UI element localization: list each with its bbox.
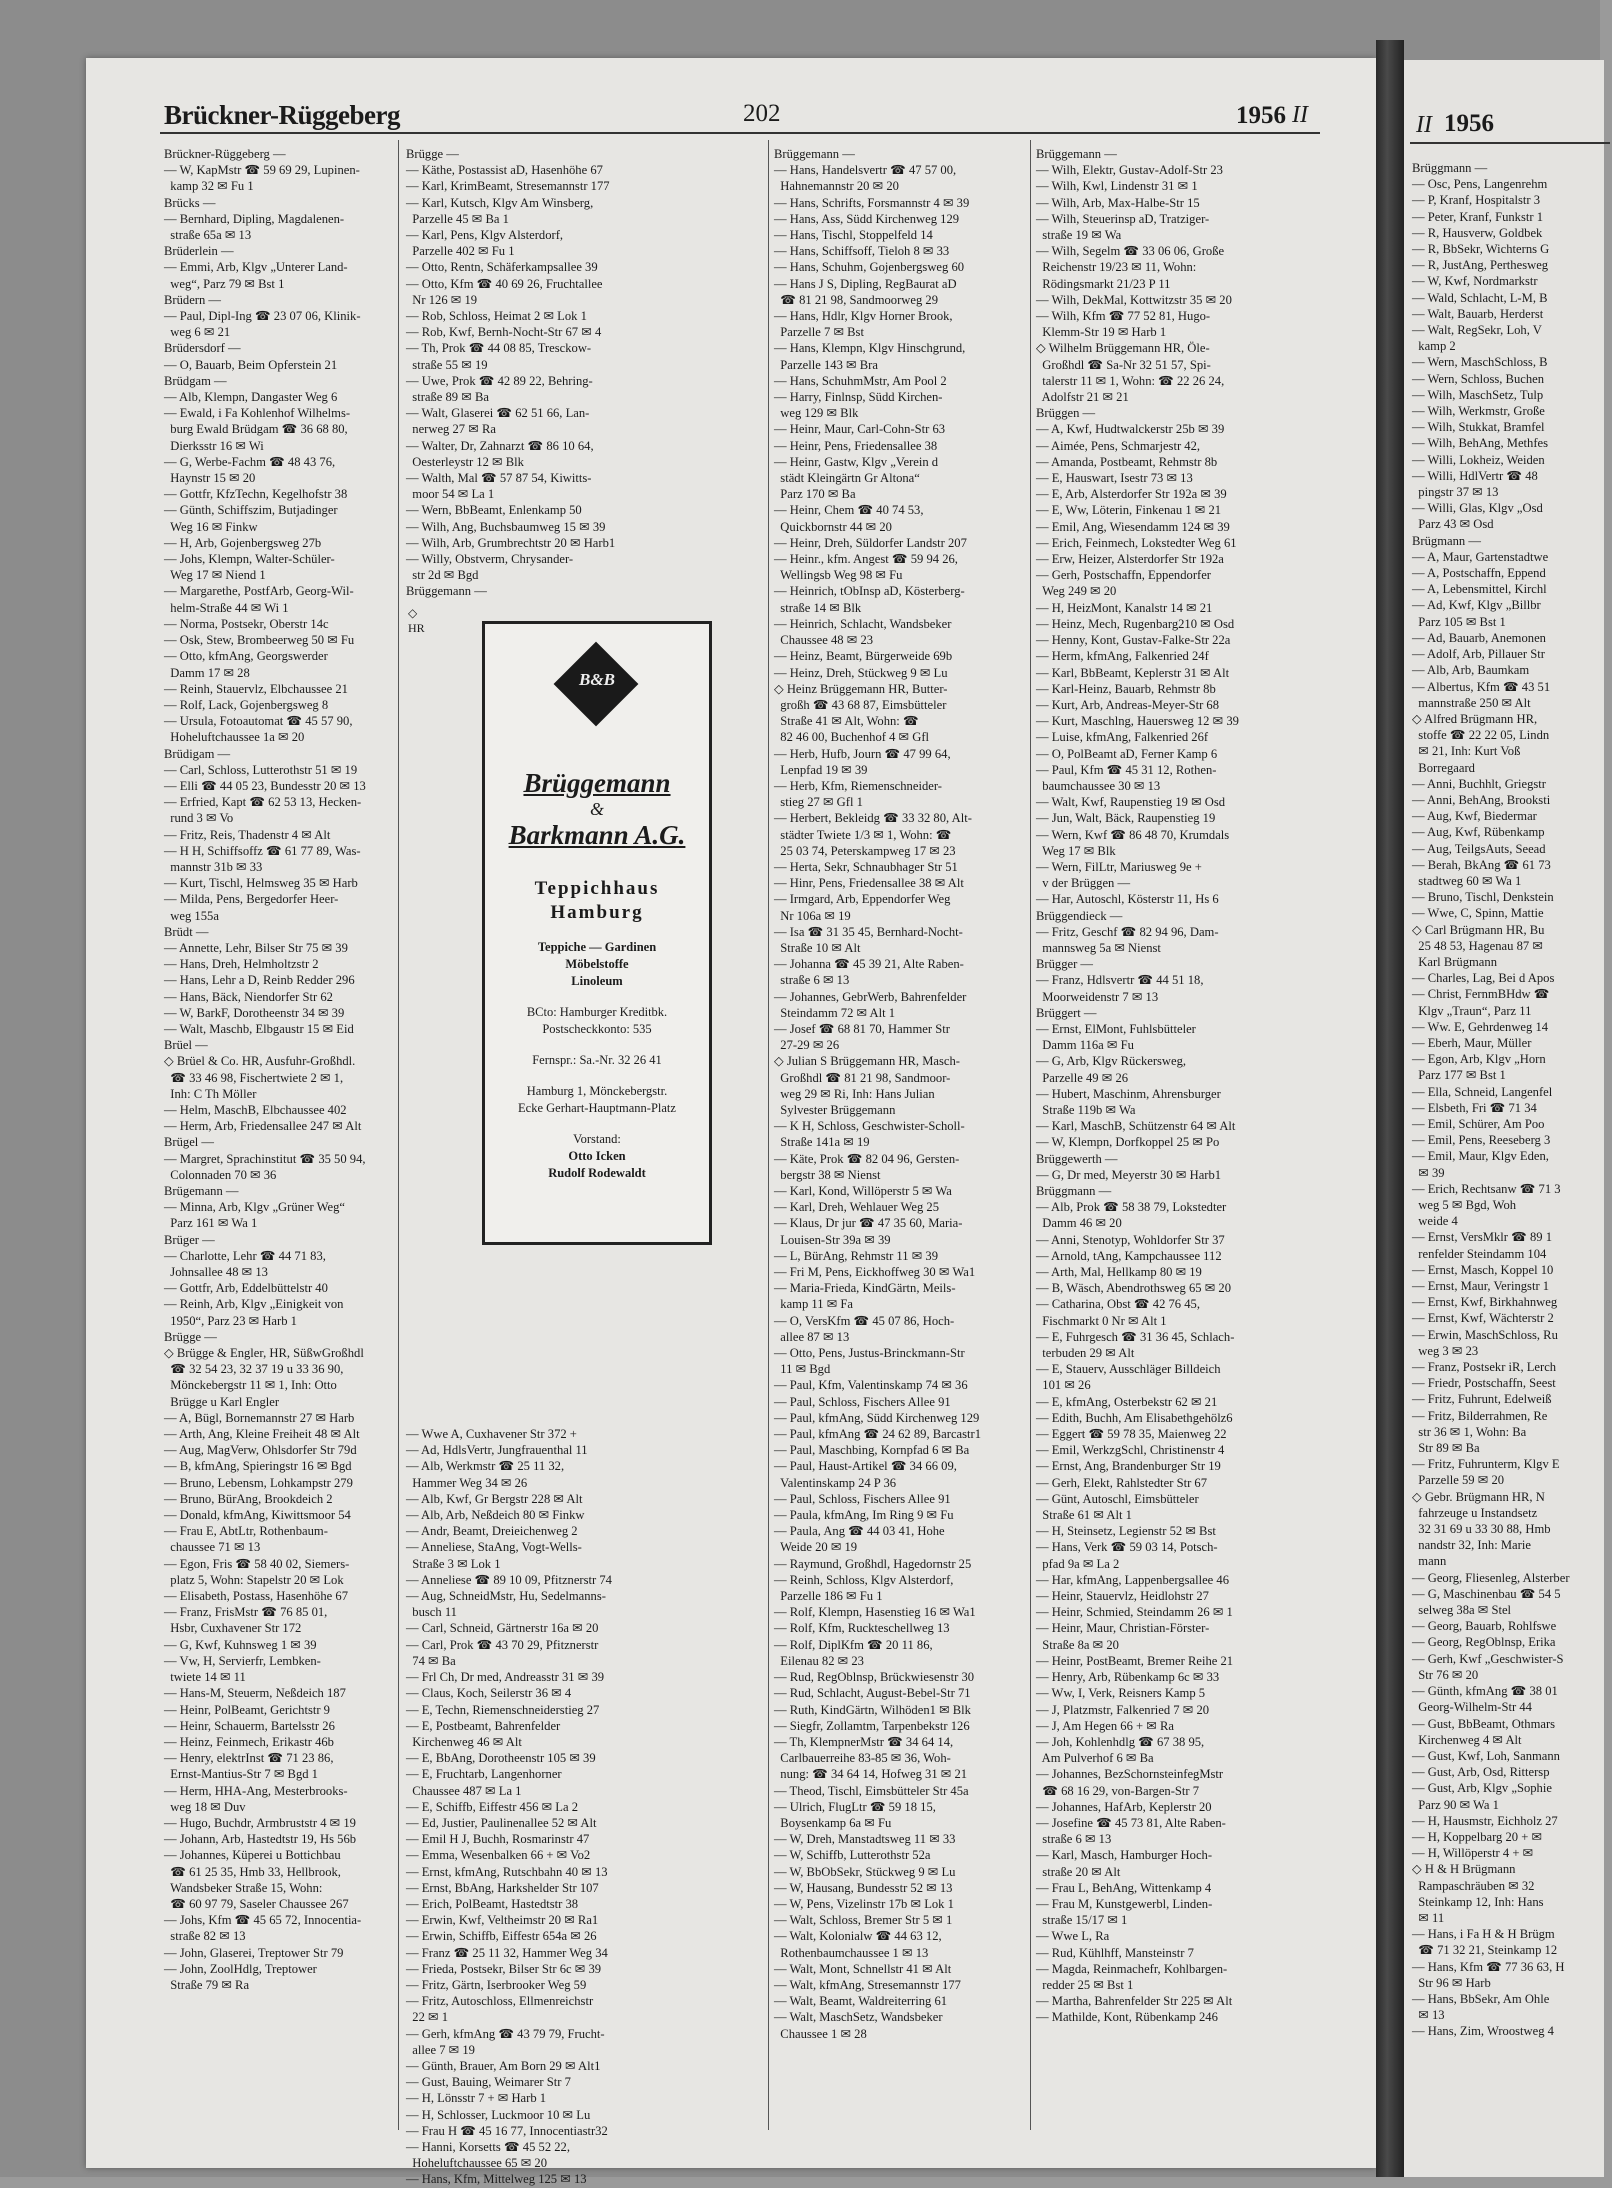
ad-corner: Ecke Gerhart-Hauptmann-Platz xyxy=(518,1101,676,1115)
ad-title: Teppichhaus Hamburg xyxy=(534,878,660,923)
directory-column-1: Brückner-Rüggeberg — — W, KapMstr ☎ 59 69 29, Lupinen- kamp 32 ✉ Fu 1 Brücks — — Bernhard, Dipling, Magdalenen- straße 65a ✉ 13 Brüderlein — — Emmi, Arb, Klgv „Unterer Land- weg“, Parz 79 ✉ Bst 1 Brüdern — — Paul, Dipl-Ing ☎ 23 07 06, Klinik- weg 6 ✉ 21 Brüdersdorf — — O, Bauarb, Beim Opferstein 21 Brüdgam — — Alb, Klempn, Dangaster Weg 6 — Ewald, i Fa Kohlenhof Wilhelms- burg Ewald Brüdgam ☎ 36 68 80, Dierksstr 16 ✉ Wi — G, Werbe-Fachm ☎ 48 43 76, Haynstr 15 ✉ 20 — Gottfr, KfzTechn, Kegelhofstr 38 — Günth, Schiffszim, Butjadinger Weg 16 ✉ Finkw — H, Arb, Gojenbergsweg 27b — Johs, Klempn, Walter-Schüler- Weg 17 ✉ Niend 1 — Margarethe, PostfArb, Georg-Wil- helm-Straße 44 ✉ Wi 1 — Norma, Postsekr, Oberstr 14c — Osk, Stew, Brombeerweg 50 ✉ Fu — Otto, kfmAng, Georgswerder Damm 17 ✉ 28 — Reinh, Stauervlz, Elbchaussee 21 — Rolf, Lack, Gojenbergsweg 8 — Ursula, Fotoautomat ☎ 45 57 90, Hoheluftchaussee 1a ✉ 20 Brüdigam — — Carl, Schloss, Lutterothstr 51 ✉ 19 — Elli ☎ 44 05 23, Bundesstr 20 ✉ 13 — Erfried, Kapt ☎ 62 53 13, Hecken- rund 3 ✉ Vo — Fritz, Reis, Thadenstr 4 ✉ Alt — H H, Schiffsoffz ☎ 61 77 89, Was- mannstr 31b ✉ 33 — Kurt, Tischl, Helmsweg 35 ✉ Harb — Milda, Pens, Bergedorfer Heer- weg 155a Brüdt — — Annette, Lehr, Bilser Str 75 ✉ 39 — Hans, Dreh, Helmholtzstr 2 — Hans, Lehr a D, Reinb Redder 296 — Hans, Bäck, Niendorfer Str 62 — W, BarkF, Dorotheenstr 34 ✉ 39 — Walt, Maschb, Elbgaustr 15 ✉ Eid Brüel — ◇ Brüel & Co. HR, Ausfuhr-Großhdl. ☎ 33 46 98, Fischertwiete 2 ✉ 1, Inh: C Th Möller — Helm, MaschB, Elbchaussee 402 — Herm, Arb, Friedensallee 247 ✉ Alt Brügel — — Margret, Sprachinstitut ☎ 35 50 94, Colonnaden 70 ✉ 36 Brügemann — — Minna, Arb, Klgv „Grüner Weg“ Parz 161 ✉ Wa 1 Brüger — — Charlotte, Lehr ☎ 44 71 83, Johnsallee 48 ✉ 13 — Gottfr, Arb, Eddelbüttelstr 40 — Reinh, Arb, Klgv „Einigkeit von 1950“, Parz 23 ✉ Harb 1 Brügge — ◇ Brügge & Engler, HR, SüßwGroßhdl ☎ 32 54 23, 32 37 19 u 33 36 90, Mönckebergstr 11 ✉ 1, Inh: Otto Brügge u Karl Engler — A, Bügl, Bornemannstr 27 ✉ Harb — Arth, Ang, Kleine Freiheit 48 ✉ Alt — Aug, MagVerw, Ohlsdorfer Str 79d — B, kfmAng, Spieringstr 16 ✉ Bgd — Bruno, Lebensm, Lohkampstr 279 — Bruno, BürAng, Brookdeich 2 — Donald, kfmAng, Kiwittsmoor 54 — Frau E, AbtLtr, Rothenbaum- chaussee 71 ✉ 13 — Egon, Fris ☎ 58 40 02, Siemers- platz 5, Wohn: Stapelstr 20 ✉ Lok — Elisabeth, Postass, Hasenhöhe 67 — Franz, FrisMstr ☎ 76 85 01, Hsbr, Cuxhavener Str 172 — G, Kwf, Kuhnsweg 1 ✉ 39 — Vw, H, Servierfr, Lembken- twiete 14 ✉ 11 — Hans-M, Steuerm, Neßdeich 187 — Heinr, PolBeamt, Gerichtstr 9 — Heinr, Schauerm, Bartelsstr 26 — Heinz, Feinmech, Erikastr 46b — Henry, elektrInst ☎ 71 23 86, Ernst-Mantius-Str 7 ✉ Bgd 1 — Herm, HHA-Ang, Mesterbrooks- weg 18 ✉ Duv — Hugo, Buchdr, Armbruststr 4 ✉ 19 — Johann, Arb, Hastedtstr 19, Hs 56b — Johannes, Küperei u Bottichbau ☎ 61 25 35, Hmb 33, Hellbrook, Wandsbeker Straße 15, Wohn: ☎ 60 97 79, Saseler Chaussee 267 — Johs, Kfm ☎ 45 65 72, Innocentia- straße 82 ✉ 13 — John, Glaserei, Treptower Str 79 — John, ZoolHdlg, Treptower Straße 79 ✉ Ra xyxy=(164,147,366,1992)
ad-brand-line2: Barkmann A.G. xyxy=(508,820,686,850)
column-divider xyxy=(768,140,769,2130)
ad-brand-line1: Brüggemann xyxy=(523,768,671,798)
ad-goods-3: Linoleum xyxy=(571,974,623,988)
directory-column-4: Brüggemann — — Wilh, Elektr, Gustav-Adolf-Str 23 — Wilh, Kwl, Lindenstr 31 ✉ 1 — Wilh, Arb, Max-Halbe-Str 15 — Wilh, Steuerinsp aD, Tratziger- straße 19 ✉ Wa — Wilh, Segelm ☎ 33 06 06, Große Reichenstr 19/23 ✉ 11, Wohn: Rödingsmarkt 21/23 P 11 — Wilh, DekMal, Kottwitzstr 35 ✉ 20 — Wilh, Kfm ☎ 77 52 81, Hugo- Klemm-Str 19 ✉ Harb 1 ◇ Wilhelm Brüggemann HR, Öle- Großhdl ☎ Sa-Nr 32 51 57, Spi- talerstr 11 ✉ 1, Wohn: ☎ 22 26 24, Adolfstr 21 ✉ 21 Brüggen — — A, Kwf, Hudtwalckerstr 25b ✉ 39 — Aimée, Pens, Schmarjestr 42, — Amanda, Postbeamt, Rehmstr 8b — E, Hauswart, Isestr 73 ✉ 13 — E, Arb, Alsterdorfer Str 192a ✉ 39 — E, Ww, Löterin, Finkenau 1 ✉ 21 — Emil, Ang, Wiesendamm 124 ✉ 39 — Erich, Feinmech, Lokstedter Weg 61 — Erw, Heizer, Alsterdorfer Str 192a — Gerh, Postschaffn, Eppendorfer Weg 249 ✉ 20 — H, HeizMont, Kanalstr 14 ✉ 21 — Heinz, Mech, Rugenbarg210 ✉ Osd — Henny, Kont, Gustav-Falke-Str 22a — Herm, kfmAng, Falkenried 24f — Karl, BbBeamt, Keplerstr 31 ✉ Alt — Karl-Heinz, Bauarb, Rehmstr 8b — Kurt, Arb, Andreas-Meyer-Str 68 — Kurt, Maschlng, Hauersweg 12 ✉ 39 — Luise, kfmAng, Falkenried 26f — O, PolBeamt aD, Ferner Kamp 6 — Paul, Kfm ☎ 45 31 12, Rothen- baumchaussee 30 ✉ 13 — Walt, Kwf, Raupenstieg 19 ✉ Osd — Jun, Walt, Bäck, Raupenstieg 19 — Wern, Kwf ☎ 86 48 70, Krumdals Weg 17 ✉ Blk — Wern, FilLtr, Mariusweg 9e + v der Brüggen — — Har, Autoschl, Kösterstr 11, Hs 6 Brüggendieck — — Fritz, Geschf ☎ 82 94 96, Dam- mannsweg 5a ✉ Nienst Brügger — — Franz, Hdlsvertr ☎ 44 51 18, Moorweidenstr 7 ✉ 13 Brüggert — — Ernst, ElMont, Fuhlsbütteler Damm 116a ✉ Fu — G, Arb, Klgv Rückersweg, Parzelle 49 ✉ 26 — Hubert, Maschinm, Ahrensburger Straße 119b ✉ Wa — Karl, MaschB, Schützenstr 64 ✉ Alt — W, Klempn, Dorfkoppel 25 ✉ Po Brüggewerth — — G, Dr med, Meyerstr 30 ✉ Harb1 Brüggmann — — Alb, Prok ☎ 58 38 79, Lokstedter Damm 46 ✉ 20 — Anni, Stenotyp, Wohldorfer Str 37 — Arnold, tAng, Kampchaussee 112 — Arth, Mal, Hellkamp 80 ✉ 19 — B, Wäsch, Abendrothsweg 65 ✉ 20 — Catharina, Obst ☎ 42 76 45, Fischmarkt 0 Nr ✉ Alt 1 — E, Fuhrgesch ☎ 31 36 45, Schlach- terbuden 29 ✉ Alt — E, Stauerv, Ausschläger Billdeich 101 ✉ 26 — E, kfmAng, Osterbekstr 62 ✉ 21 — Edith, Buchh, Am Elisabethgehölz6 — Eggert ☎ 59 78 35, Maienweg 22 — Emil, WerkzgSchl, Christinenstr 4 — Ernst, Ang, Brandenburger Str 19 — Gerh, Elekt, Rahlstedter Str 67 — Günt, Autoschl, Eimsbütteler Straße 61 ✉ Alt 1 — H, Steinsetz, Legienstr 52 ✉ Bst — Hans, Verk ☎ 59 03 14, Potsch- pfad 9a ✉ La 2 — Har, kfmAng, Lappenbergsallee 46 — Heinr, Stauervlz, Heidlohstr 27 — Heinr, Schmied, Steindamm 26 ✉ 1 — Heinr, Maur, Christian-Förster- Straße 8a ✉ 20 — Heinr, PostBeamt, Bremer Reihe 21 — Henry, Arb, Rübenkamp 6c ✉ 33 — Ww, I, Verk, Reisners Kamp 5 — J, Platzmstr, Falkenried 7 ✉ 20 — J, Am Hegen 66 + ✉ Ra — Joh, Kohlenhdlg ☎ 67 38 95, Am Pulverhof 6 ✉ Ba — Johannes, BezSchornsteinfegMstr ☎ 68 16 29, von-Bargen-Str 7 — Johannes, HafArb, Keplerstr 20 — Josefine ☎ 45 73 81, Alte Raben- straße 6 ✉ 13 — Karl, Masch, Hamburger Hoch- straße 20 ✉ Alt — Frau L, BehAng, Wittenkamp 4 — Frau M, Kunstgewerbl, Linden- straße 15/17 ✉ 1 — Wwe L, Ra — Rud, Kühlhff, Mansteinstr 7 — Magda, Reinmachefr, Kohlbargen- redder 25 ✉ Bst 1 — Martha, Bahrenfelder Str 225 ✉ Alt — Mathilde, Kont, Rübenkamp 246 xyxy=(1036,147,1239,2025)
directory-column-3: Brüggemann — — Hans, Handelsvertr ☎ 47 57 00, Hahnemannstr 20 ✉ 20 — Hans, Schrifts, Forsmannstr 4 ✉ 39 — Hans, Ass, Südd Kirchenweg 129 — Hans, Tischl, Stoppelfeld 14 — Hans, Schiffsoff, Tieloh 8 ✉ 33 — Hans, Schuhm, Gojenbergsweg 60 — Hans J S, Dipling, RegBaurat aD ☎ 81 21 98, Sandmoorweg 29 — Hans, Hdlr, Klgv Horner Brook, Parzelle 7 ✉ Bst — Hans, Klempn, Klgv Hinschgrund, Parzelle 143 ✉ Bra — Hans, SchuhmMstr, Am Pool 2 — Harry, Finlnsp, Südd Kirchen- weg 129 ✉ Blk — Heinr, Maur, Carl-Cohn-Str 63 — Heinr, Pens, Friedensallee 38 — Heinr, Gastw, Klgv „Verein d städt Kleingärtn Gr Altona“ Parz 170 ✉ Ba — Heinr, Chem ☎ 40 74 53, Quickbornstr 44 ✉ 20 — Heinr, Dreh, Süldorfer Landstr 207 — Heinr., kfm. Angest ☎ 59 94 26, Wellingsb Weg 98 ✉ Fu — Heinrich, tObInsp aD, Kösterberg- straße 14 ✉ Blk — Heinrich, Schlacht, Wandsbeker Chaussee 48 ✉ 23 — Heinz, Beamt, Bürgerweide 69b — Heinz, Dreh, Stückweg 9 ✉ Lu ◇ Heinz Brüggemann HR, Butter- großh ☎ 43 68 87, Eimsbütteler Straße 41 ✉ Alt, Wohn: ☎ 82 46 00, Buchenhof 4 ✉ Gfl — Herb, Hufb, Journ ☎ 47 99 64, Lenpfad 19 ✉ 39 — Herb, Kfm, Riemenschneider- stieg 27 ✉ Gfl 1 — Herbert, Bekleidg ☎ 33 32 80, Alt- städter Twiete 1/3 ✉ 1, Wohn: ☎ 25 03 74, Peterskampweg 17 ✉ 23 — Herta, Sekr, Schnaubhager Str 51 — Hinr, Pens, Friedensallee 38 ✉ Alt — Irmgard, Arb, Eppendorfer Weg Nr 106a ✉ 19 — Isa ☎ 31 35 45, Bernhard-Nocht- Straße 10 ✉ Alt — Johanna ☎ 45 39 21, Alte Raben- straße 6 ✉ 13 — Johannes, GebrWerb, Bahrenfelder Steindamm 72 ✉ Alt 1 — Josef ☎ 68 81 70, Hammer Str 27-29 ✉ 26 ◇ Julian S Brüggemann HR, Masch- Großhdl ☎ 81 21 98, Sandmoor- weg 29 ✉ Ri, Inh: Hans Julian Sylvester Brüggemann — K H, Schloss, Geschwister-Scholl- Straße 141a ✉ 19 — Käte, Prok ☎ 82 04 96, Gersten- bergstr 38 ✉ Nienst — Karl, Kond, Willöperstr 5 ✉ Wa — Karl, Dreh, Wehlauer Weg 25 — Klaus, Dr jur ☎ 47 35 60, Maria- Louisen-Str 39a ✉ 39 — L, BürAng, Rehmstr 11 ✉ 39 — Fri M, Pens, Eickhoffweg 30 ✉ Wa1 — Maria-Frieda, KindGärtn, Meils- kamp 11 ✉ Fa — O, VersKfm ☎ 45 07 86, Hoch- allee 87 ✉ 13 — Otto, Pens, Justus-Brinckmann-Str 11 ✉ Bgd — Paul, Kfm, Valentinskamp 74 ✉ 36 — Paul, Schloss, Fischers Allee 91 — Paul, kfmAng, Südd Kirchenweg 129 — Paul, kfmAng ☎ 24 62 89, Barcastr1 — Paul, Maschbing, Kornpfad 6 ✉ Ba — Paul, Haust-Artikel ☎ 34 66 09, Valentinskamp 24 P 36 — Paul, Schloss, Fischers Allee 91 — Paula, kfmAng, Im Ring 9 ✉ Fu — Paula, Ang ☎ 44 03 41, Hohe Weide 20 ✉ 19 — Raymund, Großhdl, Hagedornstr 25 — Reinh, Schloss, Klgv Alsterdorf, Parzelle 186 ✉ Fu 1 — Rolf, Klempn, Hasenstieg 16 ✉ Wa1 — Rolf, Kfm, Ruckteschellweg 13 — Rolf, DiplKfm ☎ 20 11 86, Eilenau 82 ✉ 23 — Rud, RegOblnsp, Brückwiesenstr 30 — Rud, Schlacht, August-Bebel-Str 71 — Ruth, KindGärtn, Wilhöden1 ✉ Blk — Siegfr, Zollamtm, Tarpenbekstr 126 — Th, KlempnerMstr ☎ 34 64 14, Carlbauerreihe 83-85 ✉ 36, Woh- nung: ☎ 34 64 14, Hofweg 31 ✉ 21 — Theod, Tischl, Eimsbütteler Str 45a — Ulrich, FlugLtr ☎ 59 18 15, Boysenkamp 6a ✉ Fu — W, Dreh, Manstadtsweg 11 ✉ 33 — W, Schiffb, Lutterothstr 52a — W, BbObSekr, Stückweg 9 ✉ Lu — W, Hausang, Bundesstr 52 ✉ 13 — W, Pens, Vizelinstr 17b ✉ Lok 1 — Walt, Schloss, Bremer Str 5 ✉ 1 — Walt, Kolonialw ☎ 44 63 12, Rothenbaumchaussee 1 ✉ 13 — Walt, Mont, Schnellstr 41 ✉ Alt — Walt, kfmAng, Stresemannstr 177 — Walt, Beamt, Waldreiterring 61 — Walt, MaschSetz, Wandsbeker Chaussee 1 ✉ 28 xyxy=(774,147,982,2041)
ad-postcheck: Postscheckkonto: 535 xyxy=(542,1022,652,1036)
running-header-name: Brückner-Rüggeberg xyxy=(164,100,400,130)
directory-column-2: Brügge — — Käthe, Postassist aD, Hasenhöhe 67 — Karl, KrimBeamt, Stresemannstr 177 — Karl, Kutsch, Klgv Am Winsberg, Parzelle 45 ✉ Ba 1 — Karl, Pens, Klgv Alsterdorf, Parzelle 402 ✉ Fu 1 — Otto, Rentn, Schäferkampsallee 39 — Otto, Kfm ☎ 40 69 26, Fruchtallee Nr 126 ✉ 19 — Rob, Schloss, Heimat 2 ✉ Lok 1 — Rob, Kwf, Bernh-Nocht-Str 67 ✉ 4 — Th, Prok ☎ 44 08 85, Tresckow- straße 55 ✉ 19 — Uwe, Prok ☎ 42 89 22, Behring- straße 89 ✉ Ba — Walt, Glaserei ☎ 62 51 66, Lan- nerweg 27 ✉ Ra — Walter, Dr, Zahnarzt ☎ 86 10 64, Oesterleystr 12 ✉ Blk — Walth, Mal ☎ 57 87 54, Kiwitts- moor 54 ✉ La 1 — Wern, BbBeamt, Enlenkamp 50 — Wilh, Ang, Buchsbaumweg 15 ✉ 39 — Wilh, Arb, Grumbrechtstr 20 ✉ Harb1 — Willy, Obstverm, Chrysander- str 2d ✉ Bgd Brüggemann — — Wwe A, Cuxhavener Str 372 + — Ad, HdlsVertr, Jungfrauenthal 11 — Alb, Werkmstr ☎ 25 11 32, Hammer Weg 34 ✉ 26 — Alb, Kwf, Gr Bergstr 228 ✉ Alt — Alb, Arb, Neßdeich 80 ✉ Finkw — Andr, Beamt, Dreieichenweg 2 — Anneliese, StaAng, Vogt-Wells- Straße 3 ✉ Lok 1 — Anneliese ☎ 89 10 09, Pfitznerstr 74 — Aug, SchneidMstr, Hu, Sedelmanns- busch 11 — Carl, Schneid, Gärtnerstr 16a ✉ 20 — Carl, Prok ☎ 43 70 29, Pfitznerstr 74 ✉ Ba — Frl Ch, Dr med, Andreasstr 31 ✉ 39 — Claus, Koch, Seilerstr 36 ✉ 4 — E, Techn, Riemenschneiderstieg 27 — E, Postbeamt, Bahrenfelder Kirchenweg 46 ✉ Alt — E, BbAng, Dorotheenstr 105 ✉ 39 — E, Fruchtarb, Langenhorner Chaussee 487 ✉ La 1 — E, Schiffb, Eiffestr 456 ✉ La 2 — Ed, Justier, Paulinenallee 52 ✉ Alt — Emil H J, Buchh, Rosmarinstr 47 — Emma, Wesenbalken 66 + ✉ Vo2 — Ernst, kfmAng, Rutschbahn 40 ✉ 13 — Ernst, BbAng, Harkshelder Str 107 — Erich, PolBeamt, Hastedtstr 38 — Erwin, Kwf, Veltheimstr 20 ✉ Ra1 — Erwin, Schiffb, Eiffestr 654a ✉ 26 — Franz ☎ 25 11 32, Hammer Weg 34 — Frieda, Postsekr, Bilser Str 6c ✉ 39 — Fritz, Gärtn, Iserbrooker Weg 59 — Fritz, Autoschloss, Ellmenreichstr 22 ✉ 1 — Gerh, kfmAng ☎ 43 79 79, Frucht- allee 7 ✉ 19 — Günth, Brauer, Am Born 29 ✉ Alt1 — Gust, Bauing, Weimarer Str 7 — H, Lönsstr 7 + ✉ Harb 1 — H, Schlosser, Luckmoor 10 ✉ Lu — Frau H ☎ 45 16 77, Innocentiastr32 — Hanni, Korsetts ☎ 45 52 22, Hoheluftchaussee 65 ✉ 20 — Hans, Kfm, Mittelweg 125 ✉ 13 xyxy=(406,147,616,2187)
hr-marker: ◇ HR xyxy=(408,606,425,635)
ad-address: Hamburg 1, Mönckebergstr. xyxy=(526,1084,668,1098)
advertisement-box xyxy=(482,621,712,1245)
book-gutter xyxy=(1376,40,1404,2177)
ad-goods-2: Möbelstoffe xyxy=(565,957,629,971)
facing-directory-column: Brüggmann — — Osc, Pens, Langenrehm — P, Kranf, Hospitalstr 3 — Peter, Kranf, Funkstr 1 — R, Hausverw, Goldbek — R, BbSekr, Wichterns G — R, JustAng, Perthesweg — W, Kwf, Nordmarkstr — Wald, Schlacht, L-M, B — Walt, Bauarb, Herderst — Walt, RegSekr, Loh, V kamp 2 — Wern, MaschSchloss, B — Wern, Schloss, Buchen — Wilh, MaschSetz, Tulp — Wilh, Werkmstr, Große — Wilh, Stukkat, Bramfel — Wilh, BehAng, Methfes — Willi, Lokheiz, Weiden — Willi, HdlVertr ☎ 48 pingstr 37 ✉ 13 — Willi, Glas, Klgv „Osd Parz 43 ✉ Osd Brügmann — — A, Maur, Gartenstadtwe — A, Postschaffn, Eppend — A, Lebensmittel, Kirchl — Ad, Kwf, Klgv „Billbr Parz 105 ✉ Bst 1 — Ad, Bauarb, Anemonen — Adolf, Arb, Pillauer Str — Alb, Arb, Baumkam — Albertus, Kfm ☎ 43 51 mannstraße 250 ✉ Alt ◇ Alfred Brügmann HR, stoffe ☎ 22 22 05, Lindn ✉ 21, Inh: Kurt Voß Borregaard — Anni, Buchhlt, Griegstr — Anni, BehAng, Brooksti — Aug, Kwf, Biedermar — Aug, Kwf, Rübenkamp — Aug, TeilgsAuts, Seead — Berah, BkAng ☎ 61 73 stadtweg 60 ✉ Wa 1 — Bruno, Tischl, Denkstein — Wwe, C, Spinn, Mattie ◇ Carl Brügmann HR, Bu 25 48 53, Hagenau 87 ✉ Karl Brügmann — Charles, Lag, Bei d Apos — Christ, FernmBHdw ☎ Klgv „Traun“, Parz 11 — Ww. E, Gehrdenweg 14 — Eberh, Maur, Müller — Egon, Arb, Klgv „Horn Parz 177 ✉ Bst 1 — Ella, Schneid, Langenfel — Elsbeth, Fri ☎ 71 34 — Emil, Schürer, Am Poo — Emil, Pens, Reeseberg 3 — Emil, Maur, Klgv Eden, ✉ 39 — Erich, Rechtsanw ☎ 71 3 weg 5 ✉ Bgd, Woh weide 4 — Ernst, VersMklr ☎ 89 1 renfelder Steindamm 104 — Ernst, Masch, Koppel 10 — Ernst, Maur, Veringstr 1 — Ernst, Kwf, Birkhahnweg — Ernst, Kwf, Wächterstr 2 — Erwin, MaschSchloss, Ru weg 3 ✉ 23 — Franz, Postsekr iR, Lerch — Friedr, Postschaffn, Seest — Fritz, Fuhrunt, Edelweiß — Fritz, Bilderrahmen, Re str 36 ✉ 1, Wohn: Ba Str 89 ✉ Ba — Fritz, Fuhrunterm, Klgv E Parzelle 59 ✉ 20 ◇ Gebr. Brügmann HR, N fahrzeuge u Instandsetz 32 31 69 u 33 30 88, Hmb nandstr 32, Inh: Marie mann — Georg, Fliesenleg, Alsterber — G, Maschinenbau ☎ 54 5 selweg 38a ✉ Stel — Georg, Bauarb, Rohlfswe — Georg, RegOblnsp, Erika — Gerh, Kwf „Geschwister-S Str 76 ✉ 20 — Günth, kfmAng ☎ 38 01 Georg-Wilhelm-Str 44 — Gust, BbBeamt, Othmars Kirchenweg 4 ✉ Alt — Gust, Kwf, Loh, Sanmann — Gust, Arb, Osd, Rittersp — Gust, Arb, Klgv „Sophie Parz 90 ✉ Wa 1 — H, Hausmstr, Eichholz 27 — H, Koppelbarg 20 + ✉ — H, Willöperstr 4 + ✉ ◇ H & H Brügmann Rampaschräuben ✉ 32 Steinkamp 12, Inh: Hans ✉ 11 — Hans, i Fa H & H Brügm ☎ 71 32 21, Steinkamp 12 — Hans, Kfm ☎ 77 36 63, H Str 96 ✉ Harb — Hans, BbSekr, Am Ohle ✉ 13 — Hans, Zim, Wroostweg 4 xyxy=(1412,161,1570,2039)
volume-number: II xyxy=(1292,102,1308,128)
header-rule xyxy=(160,132,1320,134)
column-divider xyxy=(1030,140,1031,2130)
ad-board-member-2: Rudolf Rodewaldt xyxy=(548,1166,646,1180)
ad-brand-amp: & xyxy=(589,799,604,819)
directory-page xyxy=(86,58,1376,2187)
facing-page xyxy=(1404,60,1604,2177)
company-logo xyxy=(554,642,640,728)
logo-text: B&B xyxy=(579,670,615,689)
ad-phone: Fernspr.: Sa.-Nr. 32 26 41 xyxy=(532,1053,662,1067)
ad-board-label: Vorstand: xyxy=(573,1132,621,1146)
column-divider xyxy=(398,140,399,2130)
facing-volume-number: II xyxy=(1416,112,1432,138)
facing-edition-year: 1956 xyxy=(1444,110,1494,137)
edition-year: 1956 xyxy=(1236,102,1286,129)
ad-board-member-1: Otto Icken xyxy=(568,1149,626,1163)
ad-goods-1: Teppiche — Gardinen xyxy=(537,940,657,954)
page-number: 202 xyxy=(743,100,781,127)
ad-bank: BCto: Hamburger Kreditbk. xyxy=(526,1005,668,1019)
facing-header-rule xyxy=(1410,142,1610,144)
